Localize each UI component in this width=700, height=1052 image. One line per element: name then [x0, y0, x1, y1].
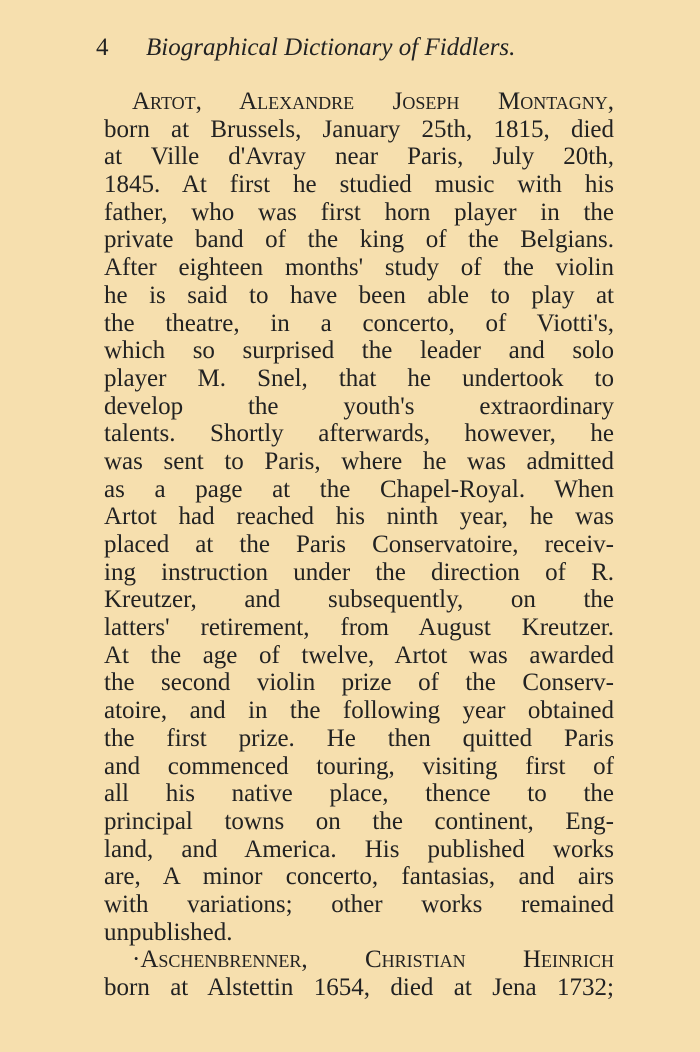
text-line: the theatre, in a concerto, of Viotti's, — [104, 309, 614, 337]
text-line: as a page at the Chapel-Royal. When — [104, 475, 614, 503]
entry-heading-aschenbrenner: ·Aschenbrenner, Christian Heinrich — [132, 946, 614, 974]
text-line: which so surprised the leader and solo — [104, 337, 614, 365]
text-line: develop the youth's extraordinary — [104, 392, 614, 420]
text-line: he is said to have been able to play at — [104, 281, 614, 309]
text-line: player M. Snel, that he undertook to — [104, 364, 614, 392]
text-line: land, and America. His published works — [104, 835, 614, 863]
text-line: with variations; other works remained — [104, 890, 614, 918]
text-line: placed at the Paris Conservatoire, receiv- — [104, 531, 614, 558]
text-line-last: unpublished. — [104, 918, 233, 946]
text-line: the first prize. He then quitted Paris — [104, 724, 614, 752]
text-line: At the age of twelve, Artot was awarded — [104, 641, 614, 669]
page-number: 4 — [96, 34, 109, 61]
text-line: talents. Shortly afterwards, however, he — [104, 420, 614, 448]
text-line: was sent to Paris, where he was admitted — [104, 447, 614, 475]
text-line: Artot had reached his ninth year, he was — [104, 503, 614, 531]
entry-heading-artot: Artot, Alexandre Joseph Montagny, — [132, 88, 614, 115]
text-line: Kreutzer, and subsequently, on the — [104, 586, 614, 614]
text-line: and commenced touring, visiting first of — [104, 752, 614, 780]
text-line: latters' retirement, from August Kreutzer. — [104, 614, 614, 642]
text-line: at Ville d'Avray near Paris, July 20th, — [104, 143, 614, 171]
text-line: are, A minor concerto, fantasias, and airs — [104, 863, 614, 891]
text-line: principal towns on the continent, Eng- — [104, 807, 614, 835]
running-title: Biographical Dictionary of Fiddlers. — [146, 34, 516, 61]
text-line: private band of the king of the Belgians. — [104, 226, 614, 254]
text-block — [104, 88, 614, 1002]
text-line: 1845. At first he studied music with his — [104, 171, 614, 199]
text-line: born at Alstettin 1654, died at Jena 1732; — [104, 974, 614, 1001]
text-line: After eighteen months' study of the violin — [104, 254, 614, 282]
text-line: father, who was first horn player in the — [104, 198, 614, 226]
text-line: the second violin prize of the Conserv- — [104, 669, 614, 697]
text-line: ing instruction under the direction of R. — [104, 558, 614, 586]
text-line: atoire, and in the following year obtained — [104, 697, 614, 725]
page-header — [96, 32, 616, 64]
text-line: born at Brussels, January 25th, 1815, died — [104, 115, 614, 143]
text-line: all his native place, thence to the — [104, 780, 614, 808]
